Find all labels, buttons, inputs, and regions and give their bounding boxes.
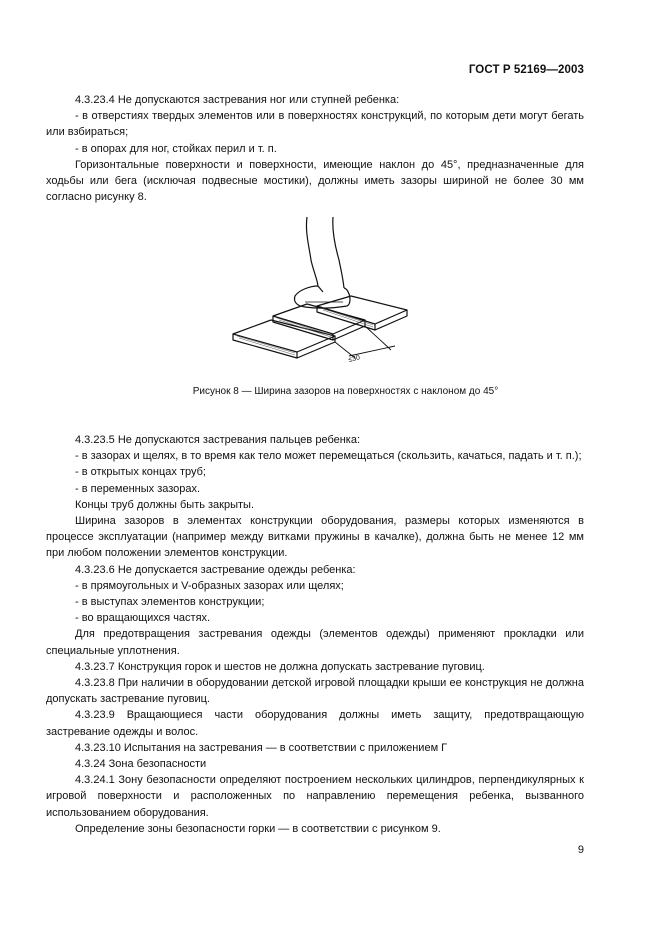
text-block-top [46, 92, 584, 205]
paragraph: - в переменных зазорах. [75, 482, 201, 495]
figure-8-illustration [225, 212, 415, 372]
paragraph: Определение зоны безопасности горки — в соответствии с рисунком 9. [75, 822, 441, 835]
gap-drawing [225, 212, 415, 372]
document-code: ГОСТ Р 52169—2003 [468, 64, 584, 76]
paragraph: - в открытых концах труб; [75, 466, 206, 479]
page-number: 9 [577, 844, 584, 856]
paragraph: 4.3.23.9 Вращающиеся части оборудования должны иметь защиту, предотвращающую застревание одежды и волос. [46, 709, 584, 738]
paragraph: 4.3.24.1 Зону безопасности определяют построением нескольких цилиндров, перпендикулярных к игровой поверхности и расположенных по направлению перемещения ребенка, вызванного использованием оборудования. [46, 774, 584, 819]
leg-outline [306, 217, 344, 292]
paragraph: - в отверстиях твердых элементов или в поверхностях конструкций, по которым дети могут бегать или взбираться; [46, 110, 584, 139]
text-block-bottom [46, 432, 584, 837]
paragraph: 4.3.23.5 Не допускаются застревания пальцев ребенка: [75, 434, 361, 446]
paragraph: 4.3.23.4 Не допускаются застревания ног или ступней ребенка: [75, 94, 400, 106]
plank-3 [317, 296, 407, 324]
paragraph: - в прямоугольных и V-образных зазорах или щелях; [75, 579, 344, 592]
paragraph: 4.3.23.6 Не допускается застревание одежды ребенка: [75, 563, 356, 576]
figure-caption: Рисунок 8 — Ширина зазоров на поверхностях с наклоном до 45° [192, 386, 499, 397]
paragraph: Для предотвращения застревания одежды (элементов одежды) применяют прокладки или специальные уплотнения. [46, 628, 584, 657]
paragraph: 4.3.23.8 При наличии в оборудовании детской игровой площадки крыши ее конструкция не должна допускать застревание пуговиц. [46, 677, 584, 706]
paragraph: Ширина зазоров в элементах конструкции оборудования, размеры которых изменяются в процессе эксплуатации (например между витками пружины в качалке), должна быть не менее 12 мм при любом положении элементов конструкции. [46, 515, 584, 560]
paragraph: - во вращающихся частях. [75, 612, 211, 625]
paragraph: 4.3.23.10 Испытания на застревания — в соответствии с приложением Г [75, 741, 448, 754]
paragraph: - в зазорах и щелях, в то время как тело может перемещаться (скользить, качаться, падать и т. п.); [75, 450, 582, 463]
paragraph: 4.3.24 Зона безопасности [75, 758, 207, 771]
paragraph: Концы труб должны быть закрыты. [75, 498, 255, 511]
dimension-label: ≤30 [347, 354, 361, 364]
dimension-line [335, 326, 395, 358]
paragraph: - в опорах для ног, стойках перил и т. п. [75, 142, 277, 155]
paragraph: 4.3.23.7 Конструкция горок и шестов не должна допускать застревание пуговиц. [75, 660, 485, 673]
paragraph: - в выступах элементов конструкции; [75, 596, 265, 609]
paragraph: Горизонтальные поверхности и поверхности, имеющие наклон до 45°, предназначенные для ходьбы или бега (исключая подвесные мостики), должны иметь зазоры шириной не более 30 мм согласно рисунку 8. [46, 158, 584, 204]
